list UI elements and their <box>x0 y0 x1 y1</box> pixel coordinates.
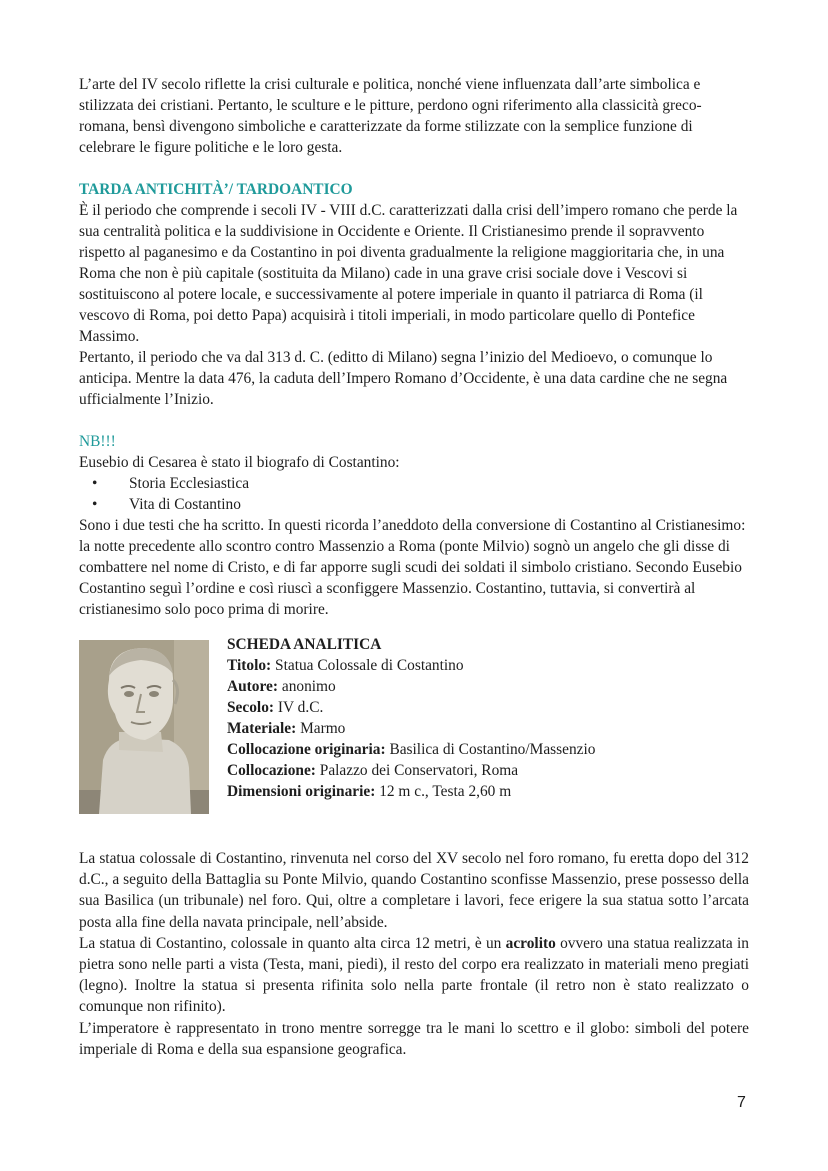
row-label: Collocazione: <box>227 762 316 779</box>
row-value: Statua Colossale di Costantino <box>271 657 464 674</box>
scheda-row-autore <box>227 676 747 697</box>
scheda-row-collocazione-originaria <box>227 739 747 760</box>
scheda-details <box>227 634 747 802</box>
statua-paragraph-2 <box>79 933 749 1018</box>
scheda-title: SCHEDA ANALITICA <box>227 636 382 653</box>
page-number: 7 <box>737 1094 746 1111</box>
row-value: anonimo <box>278 678 336 695</box>
scheda-row-secolo <box>227 697 747 718</box>
row-value: Basilica di Costantino/Massenzio <box>385 741 596 758</box>
statua-paragraph-3: L’imperatore è rappresentato in trono mentre sorregge tra le mani lo scettro e il globo: simboli del potere imperiale di Roma e della sua espansione geografica. <box>79 1019 749 1058</box>
row-label: Titolo: <box>227 657 272 674</box>
nb-list <box>79 473 749 515</box>
row-value: IV d.C. <box>274 699 324 716</box>
row-value: Marmo <box>296 720 346 737</box>
nb-paragraph: Sono i due testi che ha scritto. In questi ricorda l’aneddoto della conversione di Costantino al Cristianesimo: la notte precedente allo scontro contro Massenzio a Roma (ponte Milvio) sognò un angelo che gli disse di combattere nel nome di Cristo, e di far apporre sugli scudi dei soldati il simbolo cristiano. Secondo Eusebio Costantino seguì l’ordine e così riuscì a sconfiggere Massenzio. Costantino, tuttavia, si convertirà al cristianesimo solo poco prima di morire. <box>79 517 746 618</box>
scheda-row-materiale <box>227 718 747 739</box>
row-label: Materiale: <box>227 720 297 737</box>
text-span: ovvero una statua realizzata in pietra sono nelle parti a vista (Testa, mani, piedi), il resto del corpo era realizzato in materiali meno pregiati (legno). Inoltre la statua si presenta rifinita solo nella parte frontale (il retro non è stato realizzato o comunque non rifinito). <box>79 934 749 1016</box>
section-heading-tarda-antichita: TARDA ANTICHITÀ’/ TARDOANTICO <box>79 181 353 198</box>
page-content <box>79 74 749 850</box>
list-item: • Vita di Costantino <box>79 494 749 515</box>
intro-paragraph: L’arte del IV secolo riflette la crisi culturale e politica, nonché viene influenzata dall’arte simbolica e stilizzata dei cristiani. Pertanto, le sculture e le pitture, perdono ogni riferimento alla classicità greco-romana, bensì divengono simboliche e caratterizzate da forme stilizzate con la semplice funzione di celebrare le figure politiche e le loro gesta. <box>79 76 702 156</box>
acrolito-term: acrolito <box>505 934 556 952</box>
list-item: • Storia Ecclesiastica <box>79 473 749 494</box>
statua-description <box>79 848 749 1060</box>
scheda-row-titolo <box>227 655 747 676</box>
row-label: Autore: <box>227 678 279 695</box>
text-span: La statua di Costantino, colossale in quanto alta circa 12 metri, è un <box>79 934 506 952</box>
nb-intro: Eusebio di Cesarea è stato il biografo di Costantino: <box>79 454 400 471</box>
section-heading-nb: NB!!! <box>79 433 116 450</box>
scheda-row-dimensioni <box>227 781 747 802</box>
row-label: Secolo: <box>227 699 275 716</box>
tarda-paragraph-2: Pertanto, il periodo che va dal 313 d. C. (editto di Milano) segna l’inizio del Medioevo, o comunque lo anticipa. Mentre la data 476, la caduta dell’Impero Romano d’Occidente, è una data cardine che ne segna ufficialmente l’Inizio. <box>79 349 728 408</box>
row-value: 12 m c., Testa 2,60 m <box>375 783 512 800</box>
scheda-analitica <box>79 632 749 850</box>
statua-paragraph-1: La statua colossale di Costantino, rinvenuta nel corso del XV secolo nel foro romano, fu eretta dopo del 312 d.C., a seguito della Battaglia su Ponte Milvio, quando Costantino sconfisse Massenzio, prese possesso della sua Basilica (un tribunale) nel foro. Qui, oltre a completare i lavori, fece erigere la sua statua sotto l’arcata posta alla fine della navata principale, nell’abside. <box>79 850 749 931</box>
statue-head-image <box>79 640 209 814</box>
row-value: Palazzo dei Conservatori, Roma <box>315 762 519 779</box>
row-label: Collocazione originaria: <box>227 741 386 758</box>
tarda-paragraph-1: È il periodo che comprende i secoli IV - VIII d.C. caratterizzati dalla crisi dell’impero romano che perde la sua centralità politica e la suddivisione in Occidente e Oriente. Il Cristianesimo prende il sopravvento rispetto al paganesimo e da Costantino in poi diventa gradualmente la religione maggioritaria che, in una Roma che non è più capitale (sostituita da Milano) cade in una grave crisi sociale dove i Vescovi si sostituiscono al potere locale, e successivamente al potere imperiale in quanto il patriarca di Roma (il vescovo di Roma, poi detto Papa) acquisirà i titoli imperiali, in modo particolare quello di Pontefice Massimo. <box>79 202 738 345</box>
scheda-row-collocazione <box>227 760 747 781</box>
row-label: Dimensioni originarie: <box>227 783 376 800</box>
